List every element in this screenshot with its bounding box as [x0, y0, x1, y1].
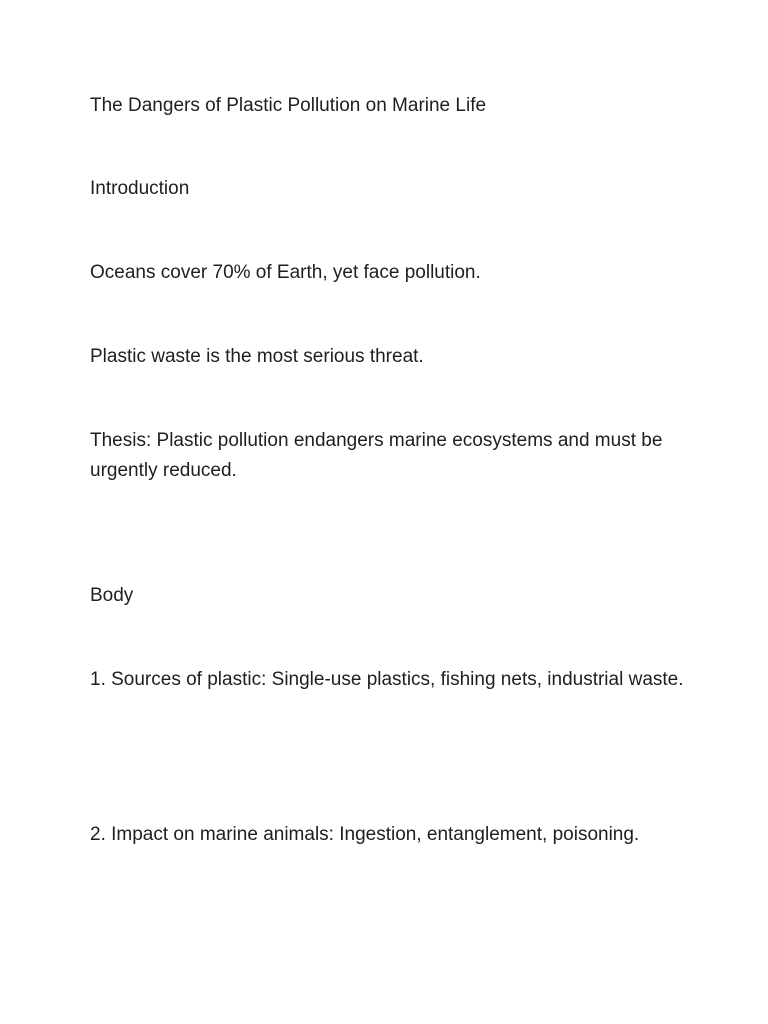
- intro-point-2: Plastic waste is the most serious threat.: [90, 346, 424, 367]
- body-point-2: 2. Impact on marine animals: Ingestion, entanglement, poisoning.: [90, 824, 640, 845]
- body-heading: Body: [90, 585, 134, 606]
- document-title: The Dangers of Plastic Pollution on Marine Life: [90, 95, 487, 116]
- intro-point-1: Oceans cover 70% of Earth, yet face pollution.: [90, 262, 481, 283]
- body-point-1: 1. Sources of plastic: Single-use plastics, fishing nets, industrial waste.: [90, 669, 684, 690]
- introduction-heading: Introduction: [90, 178, 190, 199]
- thesis-statement: Thesis: Plastic pollution endangers marine ecosystems and must be urgently reduced.: [90, 430, 663, 481]
